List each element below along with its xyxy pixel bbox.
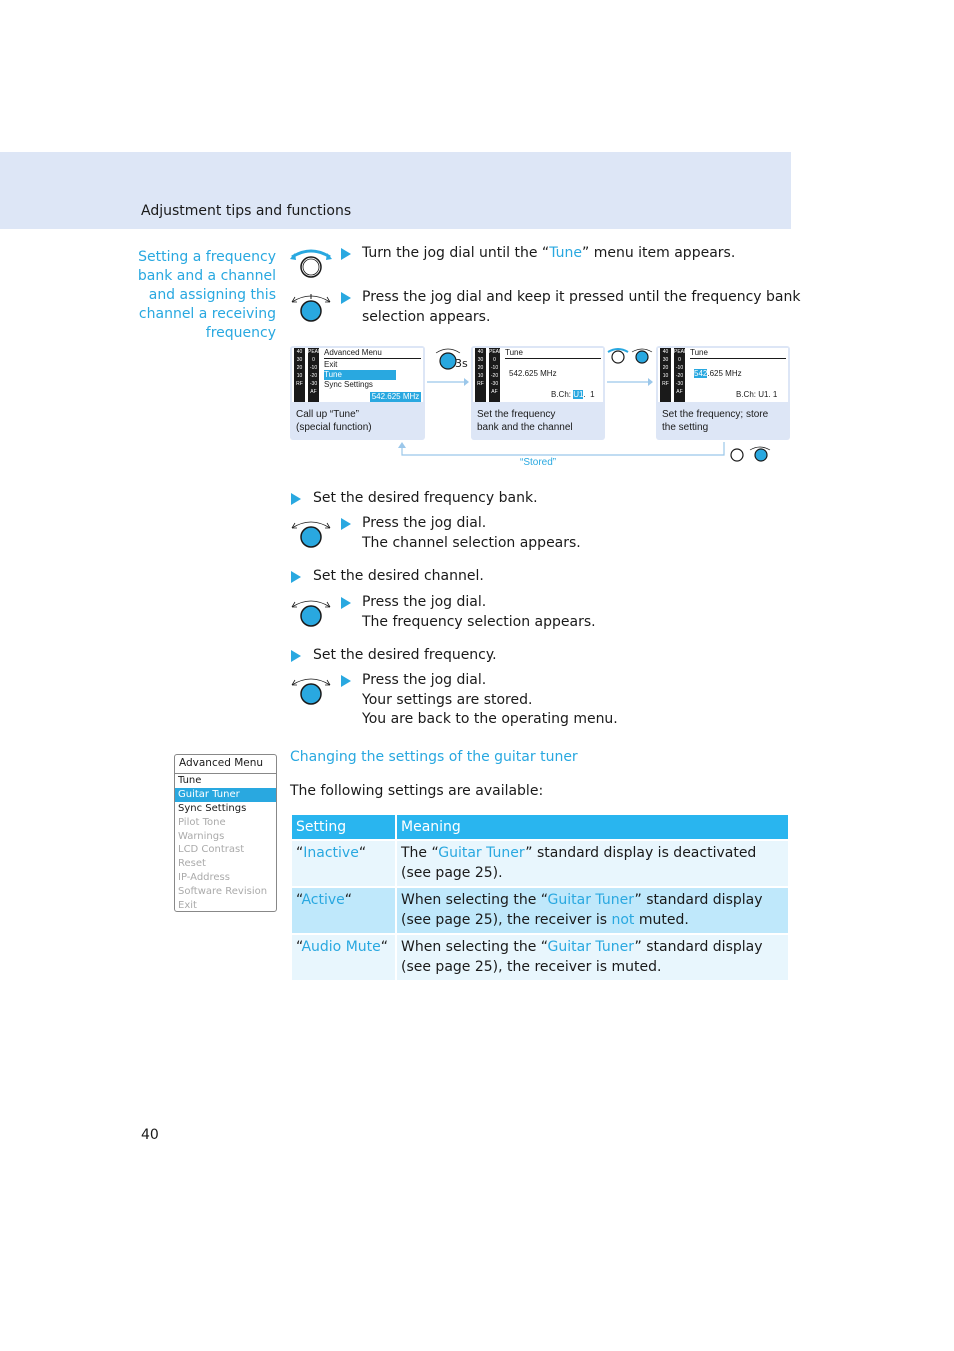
stored-label: “Stored”	[520, 457, 557, 468]
jog-dial-store-icon	[726, 444, 776, 464]
table-header-meaning: Meaning	[397, 815, 788, 839]
side-heading	[128, 248, 276, 343]
meaning-cell: When selecting the “Guitar Tuner” standard display (see page 25), the receiver is muted.	[397, 935, 788, 980]
bullet-arrow-icon	[341, 675, 351, 687]
step-press-jog-store: Press the jog dial. Your settings are stored. You are back to the operating menu.	[362, 672, 618, 727]
section-heading: Changing the settings of the guitar tuner	[290, 749, 578, 765]
bullet-arrow-icon	[291, 571, 301, 583]
jog-dial-press-icon	[289, 290, 333, 324]
menu-item: Warnings	[178, 830, 225, 842]
panel-caption: Set the frequency; store the setting	[662, 409, 769, 433]
step-set-channel: Set the desired channel.	[313, 568, 484, 584]
lcd-display	[658, 348, 788, 402]
bullet-arrow-icon	[291, 650, 301, 662]
header-band	[0, 152, 791, 229]
menu-item: Software Revision	[178, 886, 268, 898]
table-row	[292, 841, 788, 886]
lcd-display	[292, 348, 423, 402]
arrow-right-icon	[426, 376, 470, 388]
setting-cell: “Active“	[292, 888, 395, 933]
page-number: 40	[141, 1127, 159, 1143]
settings-table	[290, 813, 790, 982]
lcd-item-selected: Tune	[324, 370, 396, 380]
step-press-jog: Press the jog dial. The channel selection appears.	[362, 515, 581, 551]
lcd-bank-channel: B.Ch: U1. 1	[551, 390, 595, 399]
jog-dial-press-icon	[289, 673, 333, 707]
step-turn-jog: Turn the jog dial until the “Tune” menu item appears.	[362, 245, 736, 261]
level-meter: 40 30 20 10 RF	[475, 348, 486, 402]
menu-item: IP-Address	[178, 872, 230, 884]
menu-item: Reset	[178, 858, 206, 870]
diagram-panel-call-up	[290, 346, 425, 440]
level-meter: 40 30 20 10 RF	[294, 348, 305, 402]
lcd-item: Sync Settings	[324, 380, 373, 389]
bullet-arrow-icon	[341, 248, 351, 260]
meaning-cell: When selecting the “Guitar Tuner” standard display (see page 25), the receiver is not muted.	[397, 888, 788, 933]
side-heading-line: and assigning this	[148, 287, 276, 303]
lcd-frequency: 542.625 MHz	[509, 369, 557, 378]
table-row	[292, 888, 788, 933]
arrow-right-icon	[606, 376, 654, 388]
section-intro: The following settings are available:	[290, 783, 544, 799]
level-meter: PEAK 0 -10 -20 -30 AF	[674, 348, 685, 402]
lcd-title: Tune	[505, 348, 601, 359]
lcd-item: Exit	[324, 360, 338, 369]
bullet-arrow-icon	[291, 493, 301, 505]
side-heading-line: bank and a channel	[137, 268, 276, 284]
menu-title: Advanced Menu	[175, 755, 276, 774]
meaning-cell: The “Guitar Tuner” standard display is deactivated (see page 25).	[397, 841, 788, 886]
bullet-arrow-icon	[341, 292, 351, 304]
level-meter: 40 30 20 10 RF	[660, 348, 671, 402]
jog-dial-press-icon	[289, 516, 333, 550]
setting-cell: “Audio Mute“	[292, 935, 395, 980]
menu-item: Tune	[178, 775, 202, 786]
side-heading-line: frequency	[205, 325, 276, 341]
panel-caption: Call up “Tune” (special function)	[296, 409, 372, 433]
level-meter: PEAK 0 -10 -20 -30 AF	[308, 348, 319, 402]
side-heading-line: channel a receiving	[138, 306, 276, 322]
lcd-frequency: 542.625 MHz	[694, 369, 742, 378]
bullet-arrow-icon	[341, 518, 351, 530]
menu-item: Guitar Tuner	[175, 788, 276, 802]
menu-items	[175, 774, 276, 913]
table-row	[292, 935, 788, 980]
lcd-bank-channel: B.Ch: U1. 1	[736, 390, 778, 399]
bullet-arrow-icon	[341, 597, 351, 609]
panel-caption: Set the frequency bank and the channel	[477, 409, 573, 433]
lcd-title: Advanced Menu	[324, 348, 421, 359]
step-set-bank: Set the desired frequency bank.	[313, 490, 538, 506]
diagram-panel-bank-channel	[471, 346, 605, 440]
jog-dial-turn-press-icon	[606, 346, 658, 366]
table-header-setting: Setting	[292, 815, 395, 839]
jog-dial-turn-icon	[289, 247, 333, 279]
lcd-frequency: 542.625 MHz	[371, 392, 420, 401]
step-set-frequency: Set the desired frequency.	[313, 647, 497, 663]
menu-item: Sync Settings	[178, 802, 247, 814]
step-press-hold: Press the jog dial and keep it pressed until the frequency bank selection appears.	[362, 289, 801, 325]
diagram-panel-frequency	[656, 346, 790, 440]
advanced-menu-display	[174, 754, 277, 912]
lcd-title: Tune	[690, 348, 786, 359]
side-heading-line: Setting a frequency	[138, 249, 276, 265]
hold-duration: 3s	[455, 357, 468, 370]
chapter-title: Adjustment tips and functions	[141, 203, 352, 219]
jog-dial-press-icon	[289, 595, 333, 629]
lcd-display	[473, 348, 603, 402]
return-arrow-icon	[396, 440, 732, 458]
menu-item: LCD Contrast	[178, 844, 245, 856]
step-press-jog: Press the jog dial. The frequency selection appears.	[362, 594, 596, 630]
setting-cell: “Inactive“	[292, 841, 395, 886]
menu-item: Exit	[178, 900, 197, 912]
level-meter: PEAK 0 -10 -20 -30 AF	[489, 348, 500, 402]
menu-item: Pilot Tone	[178, 816, 226, 828]
